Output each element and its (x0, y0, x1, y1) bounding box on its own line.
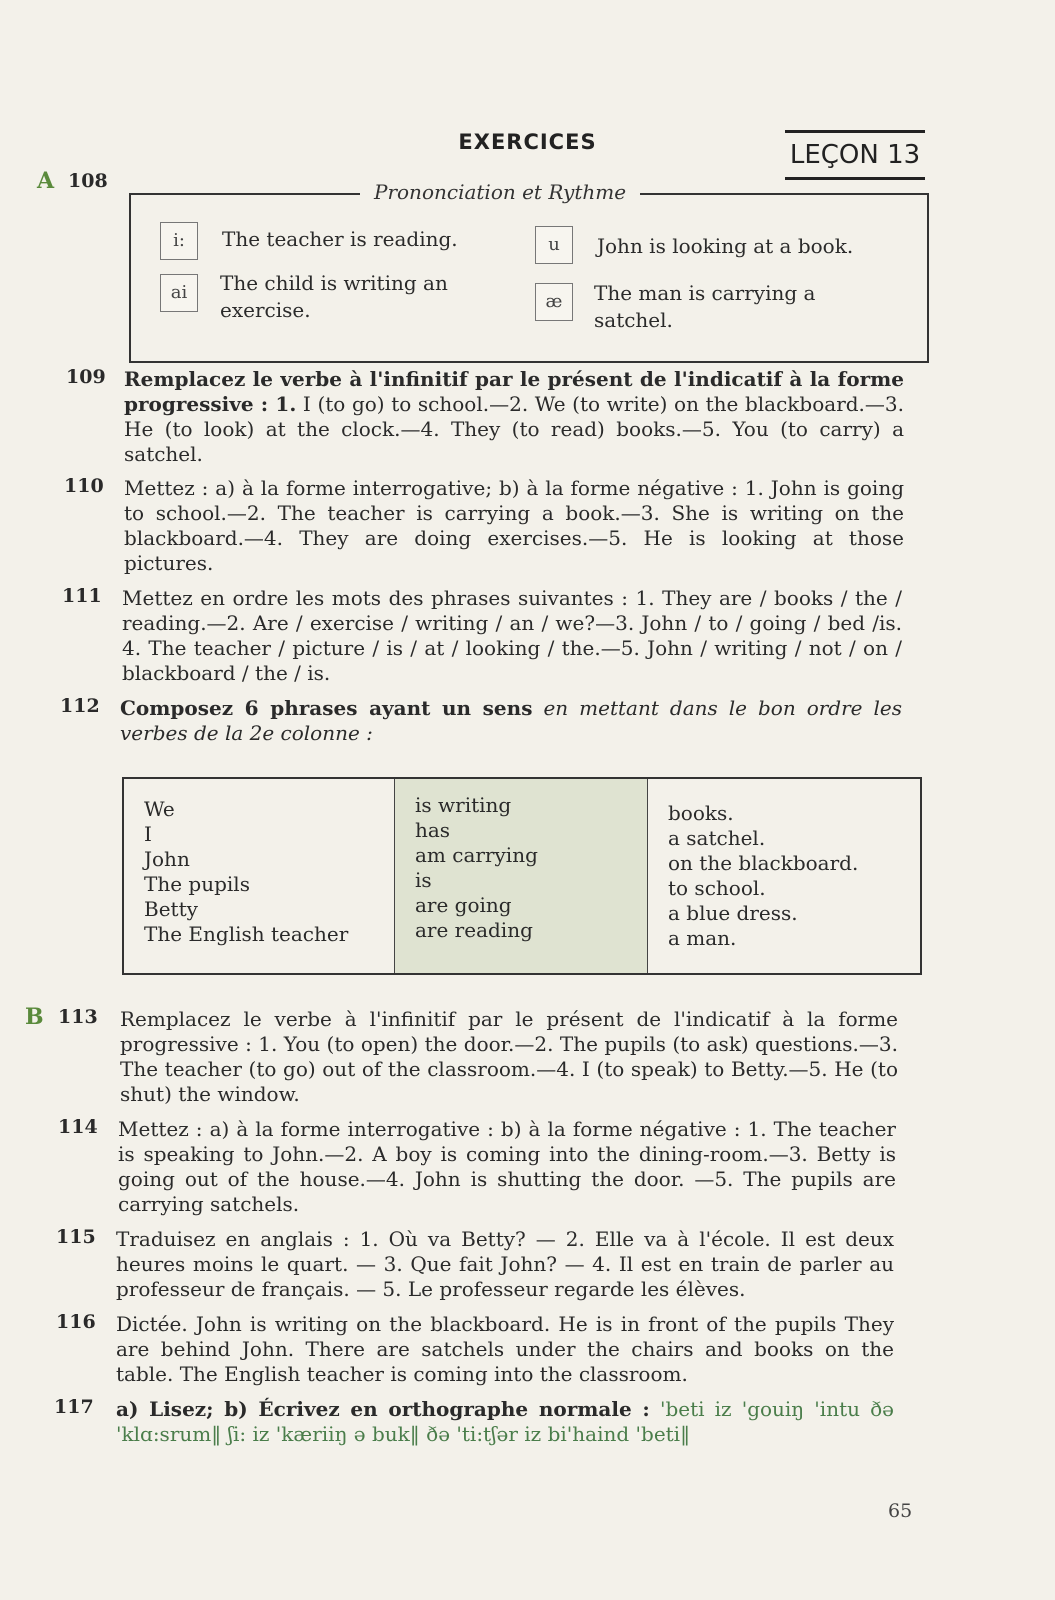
subject-word: The pupils (144, 872, 250, 896)
page-title: EXERCICES (458, 130, 597, 154)
pronunciation-title: Prononciation et Rythme (360, 180, 640, 204)
exercise-117-phonetic: 'beti iz 'gouiŋ 'intu ðə 'klɑ:srum‖ ʃi: iz 'kæriiŋ ə buk‖ ðə 'ti:tʃər iz bi'haind 'beti‖ (116, 1397, 894, 1446)
exercise-109-body: I (to go) to school.—2. We (to write) on the blackboard.—3. He (to look) at the clock.—4. They (to read) books.—5. You (to carry) a satchel. (124, 392, 904, 466)
complement-word: on the blackboard. (668, 851, 859, 875)
complement-word: to school. (668, 876, 766, 900)
exercise-109-number: 109 (66, 366, 106, 388)
exercise-112-instruction: Composez 6 phrases ayant un sens (120, 696, 533, 720)
exercise-114-text: Mettez : a) à la forme interrogative : b) à la forme négative : 1. The teacher is speaking to John.—2. A boy is coming into the dining-room.—3. Betty is going out of the house.—4. John is shutting the door. —5. The pupils are carrying satchels. (118, 1117, 896, 1216)
exercise-117-number: 117 (54, 1396, 94, 1418)
section-a-letter: A (37, 168, 55, 194)
verb-word: is (415, 868, 432, 892)
exercise-116-number: 116 (56, 1311, 96, 1333)
pronunciation-sentence: The child is writing an exercise. (220, 271, 448, 322)
verb-word: is writing (415, 793, 512, 817)
exercise-113-number: 113 (58, 1006, 98, 1028)
verb-column (395, 779, 648, 973)
exercise-109-instruction: Remplacez le verbe à l'infinitif par le présent de l'indicatif à la forme progressive : 1. (124, 367, 904, 416)
complement-word: a man. (668, 926, 737, 950)
exercise-112-instruction-italic: en mettant dans le bon ordre les verbes de la 2e colonne : (120, 696, 903, 745)
exercise-116-text: Dictée. John is writing on the blackboard. He is in front of the pupils They are behind John. There are satchels under the chairs and books on the table. The English teacher is coming into the classroom. (116, 1312, 894, 1386)
exercise-117-text (116, 1397, 894, 1447)
exercise-110-text: Mettez : a) à la forme interrogative; b) à la forme négative : 1. John is going to school.—2. The teacher is carrying a book.—3. She is writing on the blackboard.—4. They are doing exercises.—5. He is looking at those pictures. (124, 476, 904, 575)
verb-word: are going (415, 893, 512, 917)
exercise-115-text: Traduisez en anglais : 1. Où va Betty? — 2. Elle va à l'école. Il est deux heures moins le quart. — 3. Que fait John? — 4. Il est en train de parler au professeur de français. — 5. Le professeur regarde les élèves. (116, 1227, 894, 1301)
exercise-111-text: Mettez en ordre les mots des phrases suivantes : 1. They are / books / the / reading.—2. Are / exercise / writing / an / we?—3. John / to / going / bed /is. 4. The teacher / picture / is / at / looking / the.—5. John / writing / not / on / blackboard / the / is. (122, 586, 902, 685)
complement-word: books. (668, 801, 734, 825)
subject-word: John (144, 847, 190, 871)
verb-word: has (415, 818, 451, 842)
pronunciation-sentence: The teacher is reading. (222, 227, 458, 251)
subject-word: We (144, 797, 175, 821)
phonetic-symbol-ae: æ (535, 283, 573, 321)
exercise-117-instruction: a) Lisez; b) Écrivez en orthographe normale : (116, 1397, 650, 1421)
exercise-110-number: 110 (64, 475, 104, 497)
section-b-letter: B (25, 1004, 44, 1030)
verb-word: am carrying (415, 843, 538, 867)
exercise-109-text (124, 367, 904, 467)
pronunciation-sentence: The man is carrying a satchel. (594, 281, 816, 332)
pronunciation-sentence: John is looking at a book. (597, 234, 854, 258)
exercise-113-text: Remplacez le verbe à l'infinitif par le présent de l'indicatif à la forme progressive : 1. You (to open) the door.—2. The pupils (to ask) questions.—3. The teacher (to go) out of the classroom.—4. I (to speak) to Betty.—5. He (to shut) the window. (120, 1007, 898, 1106)
phonetic-symbol-ai: ai (160, 274, 198, 312)
exercise-108-number: 108 (68, 170, 108, 192)
exercise-114-number: 114 (58, 1116, 98, 1138)
lesson-label: LEÇON 13 (785, 130, 925, 180)
phonetic-symbol-i: i: (160, 222, 198, 260)
complement-column (648, 779, 920, 973)
page-number: 65 (888, 1500, 913, 1522)
exercise-111-number: 111 (62, 585, 102, 607)
phonetic-symbol-u: u (535, 226, 573, 264)
exercise-112-number: 112 (60, 695, 100, 717)
complement-word: a blue dress. (668, 901, 798, 925)
subject-word: The English teacher (144, 922, 349, 946)
word-columns-table (122, 777, 922, 975)
exercise-112-text (120, 696, 902, 746)
complement-word: a satchel. (668, 826, 766, 850)
subject-word: Betty (144, 897, 198, 921)
exercise-115-number: 115 (56, 1226, 96, 1248)
subject-column (124, 779, 395, 973)
subject-word: I (144, 822, 152, 846)
verb-word: are reading (415, 918, 533, 942)
